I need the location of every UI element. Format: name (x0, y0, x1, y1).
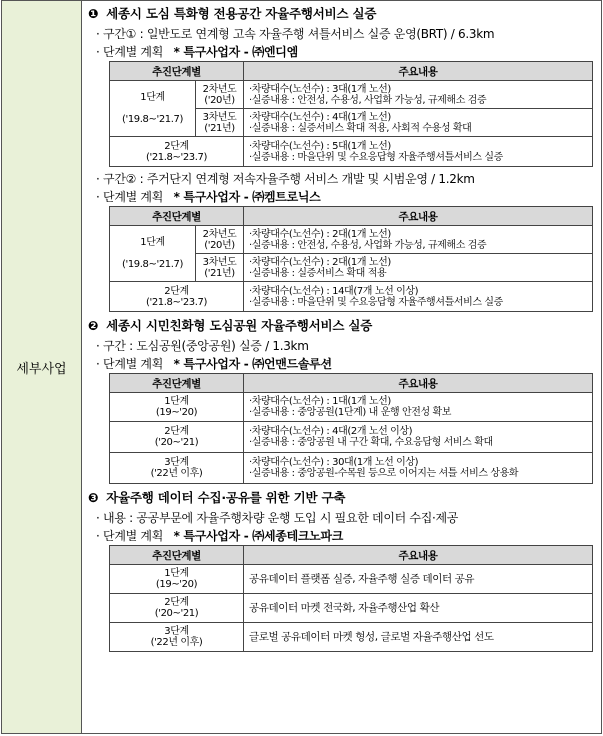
phase-period: ('21.8~'23.7) (145, 296, 207, 308)
operator-text: * 특구사업자 - ㈜엔디엠 (173, 45, 298, 59)
section-2-title-text: 세종시 시민친화형 도심공원 자율주행서비스 실증 (106, 318, 373, 333)
content-cell (244, 422, 593, 453)
table-header (110, 546, 593, 565)
content-cell (244, 226, 593, 254)
phase-period: ('20~'21) (154, 608, 199, 619)
sub-phase-label: 2차년도 (202, 228, 237, 240)
content-cell (244, 137, 593, 167)
content-cell (244, 623, 593, 652)
section-3-title (88, 487, 595, 509)
route-line: · 구간① : 일반도로 연계형 고속 자율주행 셔틀서비스 실증 운영(BRT) / 6.3km (96, 27, 495, 41)
content-line: 공유데이터 플랫폼 실증, 자율주행 실증 데이터 공유 (249, 572, 475, 585)
header-phase: 추진단계별 (110, 207, 244, 226)
content-line: ·차량대수(노선수) : 4대(2개 노선 이상) (249, 426, 413, 437)
phase-period: ('20~'21) (154, 437, 199, 448)
sub-phase-cell (196, 109, 244, 137)
sub-phase-cell (196, 226, 244, 254)
plan-label: 단계별 계획 (103, 357, 164, 371)
content-cell (244, 282, 593, 312)
section-1-title (88, 3, 595, 25)
table-row (110, 453, 593, 484)
phase-period: ('21.8~'23.7) (145, 151, 207, 163)
content-line: ·차량대수(노선수) : 4대(1개 노선) (249, 111, 391, 123)
phase-label: 2단계 (164, 140, 189, 152)
table-row (110, 137, 593, 167)
header-content: 주요내용 (244, 374, 593, 393)
sub-phase-year: ('21년) (204, 267, 235, 279)
plan-label: 단계별 계획 (103, 529, 164, 543)
plan-label: 단계별 계획 (103, 190, 164, 204)
header-phase: 추진단계별 (110, 62, 244, 81)
phase-table-2 (109, 373, 593, 484)
phase-cell (110, 565, 244, 594)
content-cell (244, 453, 593, 484)
table-row (110, 422, 593, 453)
content-line: ·실증내용 : 안전성, 수용성, 사업화 가능성, 규제해소 검증 (249, 94, 487, 106)
content-line: · 내용 : 공공부문에 자율주행차량 운행 도입 시 필요한 데이터 수집·제공 (96, 511, 459, 525)
operator-text: * 특구사업자 - ㈜세종테크노파크 (173, 529, 344, 543)
content-line: ·실증내용 : 안전성, 수용성, 사업화 가능성, 규제해소 검증 (249, 239, 487, 251)
phase-period: (19~'20) (155, 407, 198, 418)
route-text: 구간② : 주거단지 연계형 저속자율주행 서비스 개발 및 시범운영 / 1.2km (103, 172, 475, 186)
section-3-title-text: 자율주행 데이터 수집·공유를 위한 기반 구축 (106, 490, 346, 505)
header-phase: 추진단계별 (110, 374, 244, 393)
content-line: ·차량대수(노선수) : 1대(1개 노선) (249, 396, 391, 407)
sub-phase-cell (196, 81, 244, 109)
section-2-title (88, 315, 595, 337)
sub-phase-year: ('20년) (204, 239, 235, 251)
phase-cell (110, 594, 244, 623)
table-row (110, 81, 593, 109)
table-header (110, 62, 593, 81)
phase-table-1a (109, 61, 593, 167)
sub-phase-year: ('20년) (204, 94, 235, 106)
plan-line: · 단계별 계획 * 특구사업자 - ㈜언맨드솔루션 (96, 357, 332, 371)
route-line: · 구간 : 도심공원(중앙공원) 실증 / 1.3km (96, 339, 309, 353)
route-line: · 구간② : 주거단지 연계형 저속자율주행 서비스 개발 및 시범운영 / 1.2km (96, 172, 475, 186)
phase-label: 1단계 (164, 396, 189, 407)
content-cell (244, 254, 593, 282)
sub-phase-label: 3차년도 (202, 111, 237, 123)
phase-period: ('22년 이후) (150, 468, 203, 479)
header-content: 주요내용 (244, 207, 593, 226)
phase-label: 2단계 (164, 426, 189, 437)
content-cell (244, 81, 593, 109)
table-row (110, 282, 593, 312)
content-line: ·차량대수(노선수) : 14대(7개 노선 이상) (249, 285, 419, 297)
phase-cell (110, 623, 244, 652)
section-1-number: ❶ (88, 6, 99, 21)
content-line: ·실증내용 : 중앙공원-수목원 등으로 이어지는 셔틀 서비스 상용화 (249, 468, 519, 479)
phase-cell (110, 393, 244, 422)
phase-table-3 (109, 545, 593, 652)
phase-label: 3단계 (164, 457, 189, 468)
phase-label: 1단계 (140, 237, 165, 248)
content-line: ·실증내용 : 실증서비스 확대 적용, 사회적 수용성 확대 (249, 122, 472, 134)
left-category-cell (2, 1, 82, 733)
sub-phase-label: 2차년도 (202, 83, 237, 95)
content-line: ·실증내용 : 실증서비스 확대 적용 (249, 267, 387, 279)
phase-table-1b (109, 206, 593, 312)
category-label: 세부사업 (16, 361, 67, 377)
content-line: ·실증내용 : 마을단위 및 수요응답형 자율주행셔틀서비스 실증 (249, 296, 503, 308)
phase-cell (110, 81, 196, 137)
table-row (110, 226, 593, 254)
sub-phase-cell (196, 254, 244, 282)
content-line: 글로벌 공유데이터 마켓 형성, 글로벌 자율주행산업 선도 (249, 630, 494, 643)
phase-label: 3단계 (164, 626, 189, 637)
section-1-title-text: 세종시 도심 특화형 전용공간 자율주행서비스 실증 (106, 6, 377, 21)
phase-cell (110, 137, 244, 167)
plan-line: · 단계별 계획 * 특구사업자 - ㈜세종테크노파크 (96, 529, 344, 543)
content-line: ·차량대수(노선수) : 2대(1개 노선) (249, 256, 391, 268)
header-content: 주요내용 (244, 62, 593, 81)
content-line: ·실증내용 : 중앙공원 내 구간 확대, 수요응답형 서비스 확대 (249, 437, 493, 448)
operator-text: * 특구사업자 - ㈜언맨드솔루션 (173, 357, 332, 371)
header-phase: 추진단계별 (110, 546, 244, 565)
plan-line: · 단계별 계획 * 특구사업자 - ㈜켐트로닉스 (96, 190, 321, 204)
phase-period: ('22년 이후) (150, 637, 203, 648)
table-row (110, 594, 593, 623)
sub-phase-year: ('21년) (204, 122, 235, 134)
table-header (110, 374, 593, 393)
content-line: ·차량대수(노선수) : 30대(1개 노선 이상) (249, 457, 419, 468)
plan-label: 단계별 계획 (103, 45, 164, 59)
phase-period: ('19.8~'21.7) (121, 114, 183, 125)
content-cell (244, 565, 593, 594)
content-cell (244, 594, 593, 623)
content-line: 공유데이터 마켓 전국화, 자율주행산업 확산 (249, 601, 440, 614)
table-row (110, 393, 593, 422)
phase-cell (110, 422, 244, 453)
content-line: ·차량대수(노선수) : 2대(1개 노선) (249, 228, 391, 240)
section-3-number: ❸ (88, 490, 99, 505)
content-cell (244, 393, 593, 422)
plan-line: · 단계별 계획 * 특구사업자 - ㈜엔디엠 (96, 45, 298, 59)
phase-label: 1단계 (164, 568, 189, 579)
content-cell (244, 109, 593, 137)
table-row (110, 565, 593, 594)
phase-cell (110, 453, 244, 484)
header-content: 주요내용 (244, 546, 593, 565)
operator-text: * 특구사업자 - ㈜켐트로닉스 (173, 190, 321, 204)
phase-label: 2단계 (164, 285, 189, 297)
content-line: ·실증내용 : 중앙공원(1단계) 내 운행 안전성 확보 (249, 407, 452, 418)
route-text: 구간 : 도심공원(중앙공원) 실증 / 1.3km (103, 339, 309, 353)
phase-cell (110, 282, 244, 312)
phase-cell (110, 226, 196, 282)
phase-period: (19~'20) (155, 579, 198, 590)
content-text: 내용 : 공공부문에 자율주행차량 운행 도입 시 필요한 데이터 수집·제공 (103, 511, 459, 525)
content-line: ·실증내용 : 마을단위 및 수요응답형 자율주행셔틀서비스 실증 (249, 151, 503, 163)
content-line: ·차량대수(노선수) : 3대(1개 노선) (249, 83, 391, 95)
sub-phase-label: 3차년도 (202, 256, 237, 268)
project-table (1, 0, 602, 734)
phase-label: 2단계 (164, 597, 189, 608)
content-line: ·차량대수(노선수) : 5대(1개 노선) (249, 140, 391, 152)
content-cell (82, 1, 601, 733)
phase-period: ('19.8~'21.7) (121, 259, 183, 270)
section-2-number: ❷ (88, 318, 99, 333)
route-text: 구간① : 일반도로 연계형 고속 자율주행 셔틀서비스 실증 운영(BRT) / 6.3km (103, 27, 495, 41)
table-header (110, 207, 593, 226)
table-row (110, 623, 593, 652)
phase-label: 1단계 (140, 92, 165, 103)
